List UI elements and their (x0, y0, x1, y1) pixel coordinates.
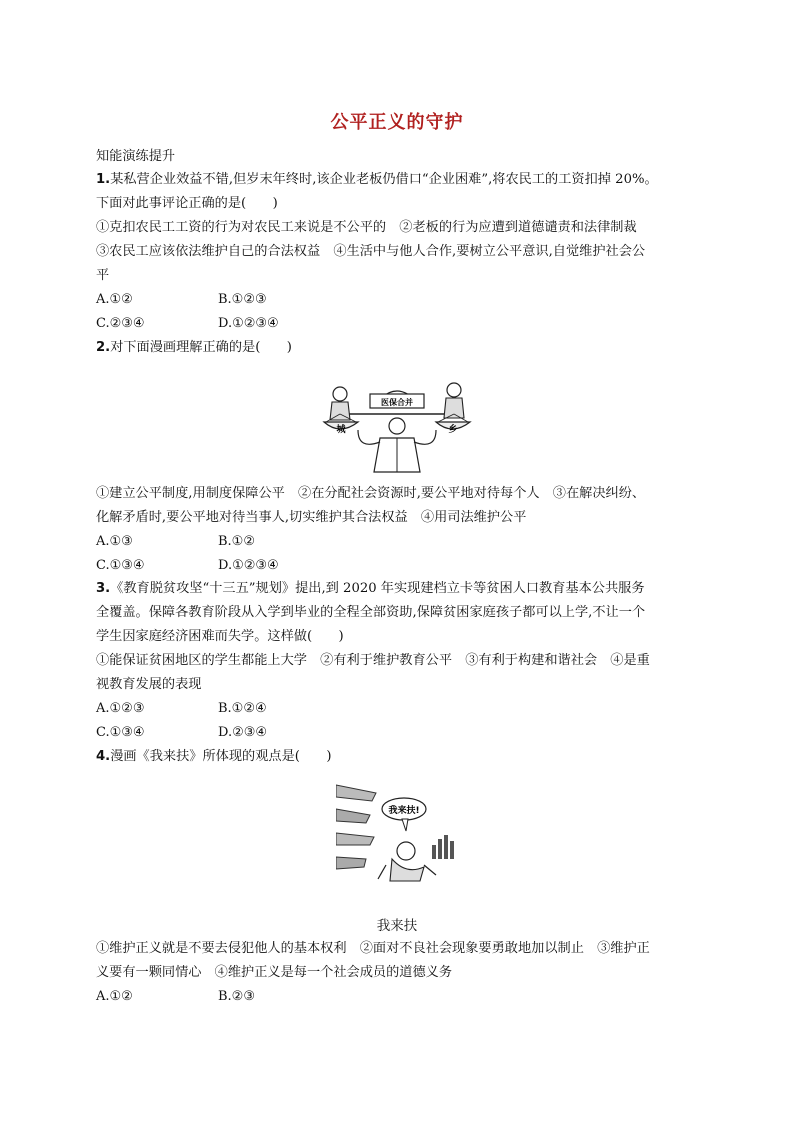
q2-figure-board-label: 医保合并 (381, 398, 413, 407)
q1-line-3: ①克扣农民工工资的行为对农民工来说是不公平的 ②老板的行为应遭到道德谴责和法律制裁 (96, 220, 637, 235)
q2-option-b: B.①② (218, 534, 255, 549)
q2-option-d: D.①②③④ (218, 558, 279, 573)
q4-line-2: ①维护正义就是不要去侵犯他人的基本权利 ②面对不良社会现象要勇敢地加以制止 ③维护正 (96, 941, 650, 956)
page-title: 公平正义的守护 (330, 112, 464, 133)
q1-option-c: C.②③④ (96, 316, 145, 331)
section-heading: 知能演练提升 (96, 149, 176, 164)
q4-stem-text: 漫画《我来扶》所体现的观点是( ) (110, 749, 332, 764)
q1-option-d: D.①②③④ (218, 316, 279, 331)
q3-line-2: 全覆盖。保障各教育阶段从入学到毕业的全程全部资助,保障贫困家庭孩子都可以上学,不让一个 (96, 605, 646, 620)
q2-line-3: 化解矛盾时,要公平地对待当事人,切实维护其合法权益 ④用司法维护公平 (96, 510, 527, 525)
q2-line-2: ①建立公平制度,用制度保障公平 ②在分配社会资源时,要公平地对待每个人 ③在解决纠纷、 (96, 486, 646, 501)
q2-number: 2. (96, 340, 111, 355)
q3-option-c: C.①③④ (96, 725, 145, 740)
q4-cartoon-figure (336, 775, 456, 885)
q4-line-3: 义要有一颗同情心 ④维护正义是每一个社会成员的道德义务 (96, 965, 453, 980)
q2-line-1 (96, 339, 292, 357)
q1-line-4: ③农民工应该依法维护自己的合法权益 ④生活中与他人合作,要树立公平意识,自觉维护社会公 (96, 244, 646, 259)
q1-line-5: 平 (96, 268, 110, 283)
q3-option-d: D.②③④ (218, 725, 268, 740)
q1-option-b: B.①②③ (218, 292, 267, 307)
q1-stem-text: 某私营企业效益不错,但岁末年终时,该企业老板仍借口“企业困难”,将农民工的工资扣掉 20%。 (110, 172, 658, 187)
q1-option-a: A.①② (96, 292, 133, 307)
q3-line-5: 视教育发展的表现 (96, 677, 202, 692)
q3-stem-text: 《教育脱贫攻坚“十三五”规划》提出,到 2020 年实现建档立卡等贫困人口教育基本公共服务 (110, 581, 645, 596)
q1-number: 1. (96, 172, 111, 187)
q3-line-1 (96, 580, 645, 598)
q2-option-a: A.①③ (96, 534, 133, 549)
q2-figure-right-label: 乡 (448, 425, 458, 435)
q4-option-b: B.②③ (218, 989, 255, 1004)
q4-option-a: A.①② (96, 989, 133, 1004)
q3-option-a: A.①②③ (96, 701, 145, 716)
q2-figure-left-label: 城 (336, 425, 346, 435)
q4-figure-bubble: 我来扶! (388, 806, 420, 816)
q3-line-3: 学生因家庭经济困难而失学。这样做( ) (96, 629, 344, 644)
q2-cartoon-figure (322, 376, 472, 474)
q2-option-c: C.①③④ (96, 558, 145, 573)
q3-line-4: ①能保证贫困地区的学生都能上大学 ②有利于维护教育公平 ③有利于构建和谐社会 ④是重 (96, 653, 650, 668)
q4-number: 4. (96, 749, 111, 764)
q3-number: 3. (96, 581, 111, 596)
q4-figure-caption: 我来扶 (376, 918, 418, 934)
q3-option-b: B.①②④ (218, 701, 267, 716)
q1-line-1 (96, 171, 658, 189)
q2-stem-text: 对下面漫画理解正确的是( ) (110, 340, 292, 355)
q4-line-1 (96, 748, 331, 766)
q1-line-2: 下面对此事评论正确的是( ) (96, 196, 278, 211)
